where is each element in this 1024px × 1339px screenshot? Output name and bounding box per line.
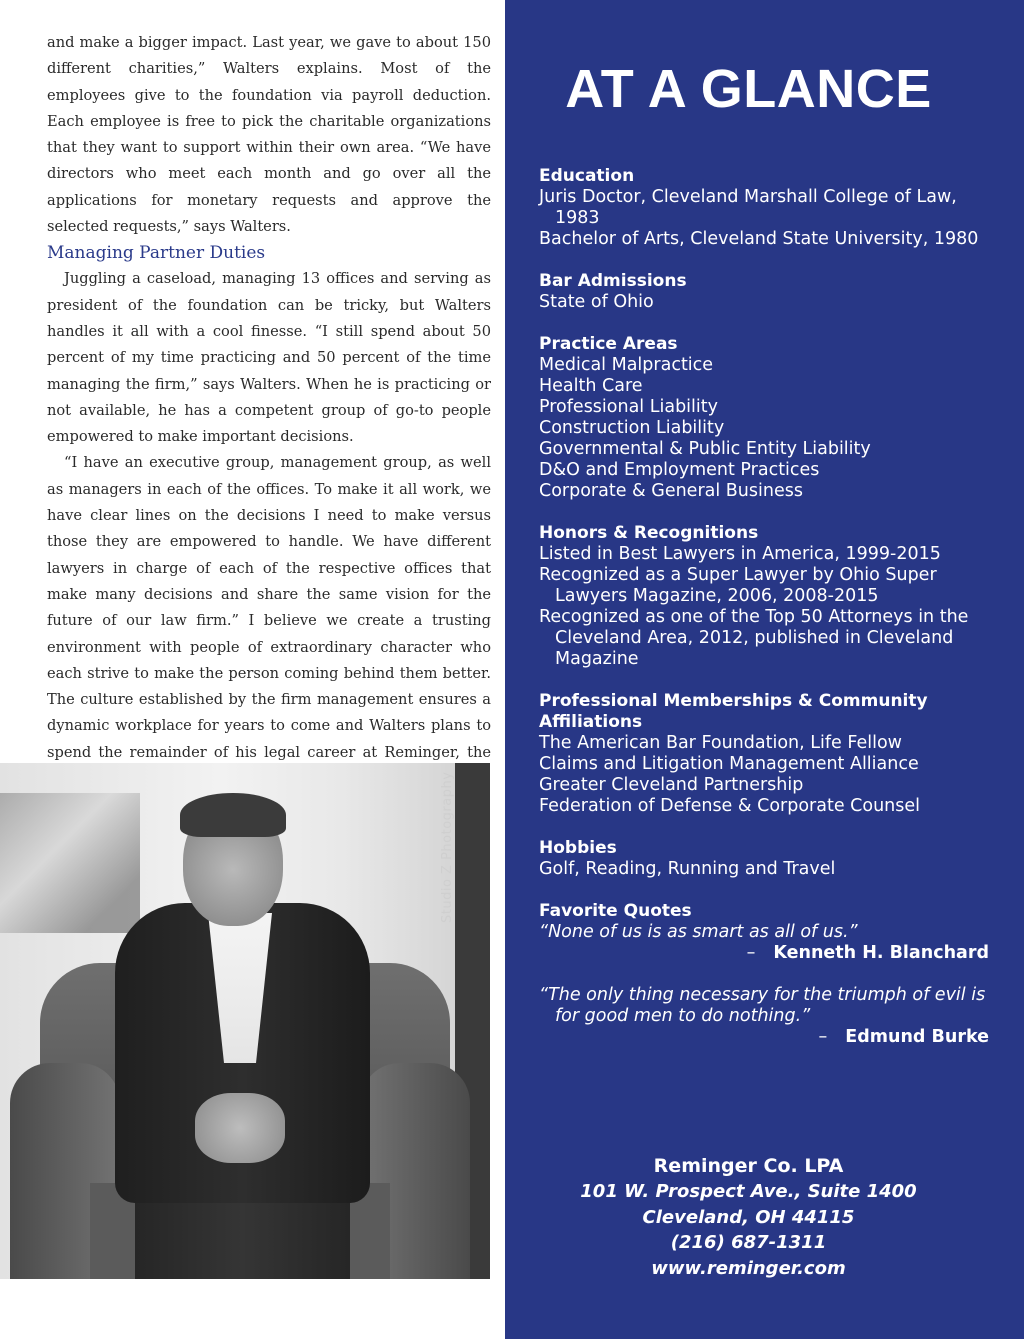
list-item: Recognized as a Super Lawyer by Ohio Super Lawyers Magazine, 2006, 2008-2015	[539, 565, 937, 606]
list-item: Health Care	[539, 376, 643, 396]
at-a-glance-panel	[505, 0, 1024, 1339]
author-name: Edmund Burke	[845, 1027, 989, 1047]
section-heading: Education	[539, 166, 635, 186]
list-item: Medical Malpractice	[539, 355, 714, 375]
list-item: Bachelor of Arts, Cleveland State University, 1980	[539, 229, 979, 249]
list-item: Golf, Reading, Running and Travel	[539, 859, 836, 879]
hobbies-section	[539, 838, 989, 880]
section-heading: Honors & Recognitions	[539, 523, 759, 543]
list-item: D&O and Employment Practices	[539, 460, 820, 480]
list-item: The American Bar Foundation, Life Fellow	[539, 733, 902, 753]
article-paragraph: Juggling a caseload, managing 13 offices and serving as president of the foundation can be tricky, but Walters handles it all with a cool finesse. “I still spend about 50 percent of my time practicing and 50 percent of the time managing the firm,” says Walters. When he is practicing or not available, he has a competent group of go-to people empowered to make important decisions.	[47, 270, 491, 446]
list-item: Greater Cleveland Partnership	[539, 775, 804, 795]
practice-section	[539, 334, 989, 502]
quote-author	[539, 1027, 989, 1048]
section-heading: Professional Memberships & Community Affiliations	[539, 691, 928, 732]
section-heading: Managing Partner Duties	[47, 243, 266, 264]
section-heading: Bar Admissions	[539, 271, 687, 291]
wall-painting	[0, 793, 140, 933]
glance-list	[539, 166, 989, 1069]
honors-section	[539, 523, 989, 670]
firm-name: Reminger Co. LPA	[653, 1155, 844, 1177]
quote-text: “The only thing necessary for the triumph of evil is for good men to do nothing.”	[539, 985, 986, 1026]
memberships-section	[539, 691, 989, 817]
list-item: Corporate & General Business	[539, 481, 803, 501]
list-item: Listed in Best Lawyers in America, 1999-2015	[539, 544, 941, 564]
portrait-photo	[0, 763, 490, 1279]
firm-contact	[505, 1153, 992, 1281]
article-paragraph: and make a bigger impact. Last year, we gave to about 150 different charities,” Walters explains. Most of the employees give to the foundation via payroll deduction. Each employee is free to pick the charitable organizations that they want to support within their own area. “We have directors who meet each month and go over all the applications for monetary requests and approve the selected requests,” says Walters.	[47, 34, 491, 236]
firm-address: 101 W. Prospect Ave., Suite 1400	[580, 1181, 917, 1202]
article-body	[47, 30, 491, 792]
list-item: Federation of Defense & Corporate Counsel	[539, 796, 921, 816]
bar-section	[539, 271, 989, 313]
list-item: Recognized as one of the Top 50 Attorneys in the Cleveland Area, 2012, published in Cleveland Magazine	[539, 607, 969, 669]
firm-city: Cleveland, OH 44115	[642, 1206, 855, 1228]
dash: –	[818, 1027, 828, 1047]
firm-phone: (216) 687-1311	[670, 1232, 827, 1253]
education-section	[539, 166, 989, 250]
firm-website[interactable]: www.reminger.com	[651, 1257, 846, 1279]
quote-author	[539, 943, 989, 964]
list-item: Governmental & Public Entity Liability	[539, 439, 871, 459]
photo-credit: Studio Z Photography	[440, 771, 455, 923]
article-paragraph: “I have an executive group, management group, as well as managers in each of the offices. To make it all work, we have clear lines on the decisions I need to make versus those they are empowered to handle. We have different lawyers in charge of each of the respective offices that make many decisions and share the same vision for the future of our law firm.” I believe we create a trusting environment with people of extraordinary character who each strive to make the person coming behind them better. The culture established by the firm management ensures a dynamic workplace for years to come and Walters plans to spend the remainder of his legal career at Reminger, the	[47, 454, 491, 761]
list-item: State of Ohio	[539, 292, 654, 312]
panel-title: AT A GLANCE	[565, 59, 932, 119]
section-heading: Hobbies	[539, 838, 617, 858]
quotes-section	[539, 901, 989, 1048]
list-item: Juris Doctor, Cleveland Marshall College of Law, 1983	[539, 187, 957, 228]
list-item: Construction Liability	[539, 418, 725, 438]
section-heading: Favorite Quotes	[539, 901, 692, 921]
quote-text: “None of us is as smart as all of us.”	[539, 922, 858, 942]
article-column	[0, 0, 505, 1339]
author-name: Kenneth H. Blanchard	[773, 943, 989, 963]
list-item: Professional Liability	[539, 397, 718, 417]
section-heading: Practice Areas	[539, 334, 678, 354]
dash: –	[746, 943, 756, 963]
list-item: Claims and Litigation Management Alliance	[539, 754, 919, 774]
